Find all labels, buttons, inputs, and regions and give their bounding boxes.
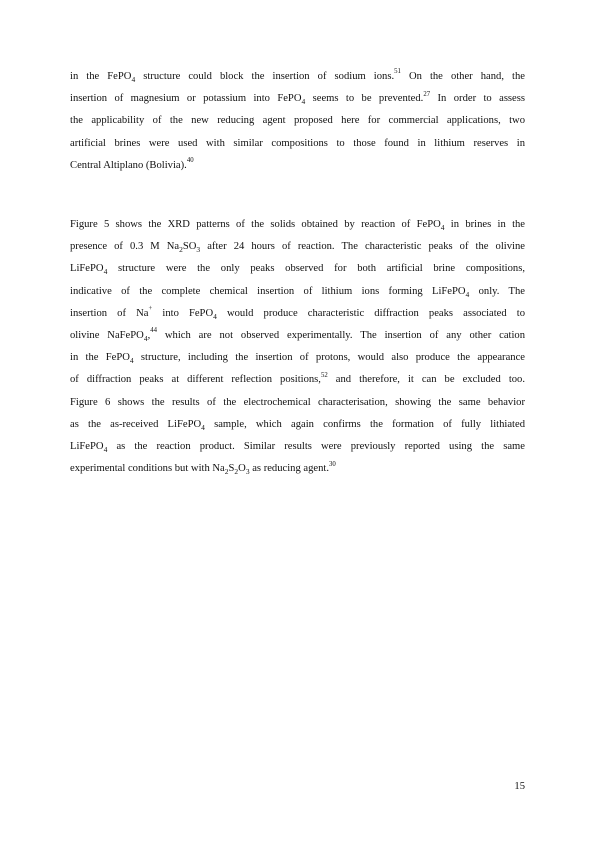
superscript: 40 — [186, 157, 194, 165]
text-run: presence of 0.3 M Na — [70, 241, 180, 253]
text-run: and therefore, it can be excluded too. — [327, 374, 526, 386]
subscript: 4 — [213, 311, 217, 321]
text-run: as the as-received LiFePO — [70, 418, 202, 430]
text-run: of diffraction peaks at different reflection positions, — [70, 374, 321, 386]
subscript: 3 — [196, 245, 201, 255]
text-run: insertion of Na — [70, 307, 149, 319]
text-line — [70, 303, 525, 325]
subscript: 4 — [103, 445, 108, 455]
superscript: 44 — [150, 327, 158, 335]
text-run: LiFePO — [70, 441, 104, 453]
superscript: 51 — [394, 68, 401, 76]
text-run: Figure 5 shows the XRD patterns of the solids obtained by reaction of FePO — [70, 219, 441, 230]
subscript: 3 — [245, 467, 250, 477]
page-number: 15 — [514, 781, 525, 792]
subscript: 4 — [301, 97, 306, 107]
text-line — [70, 392, 525, 414]
subscript: 4 — [465, 289, 470, 299]
text-run: SO — [182, 241, 197, 253]
text-line — [70, 133, 525, 155]
text-run: after 24 hours of reaction. The characteristic peaks of the olivine — [200, 241, 525, 253]
text-line — [70, 110, 525, 132]
text-line — [70, 414, 525, 436]
text-run: S — [228, 463, 235, 475]
subscript: 4 — [129, 356, 134, 366]
text-run: would produce characteristic diffraction peaks associated to — [216, 307, 525, 319]
subscript: 4 — [143, 334, 148, 344]
text-run: Figure 6 shows the results of the electrochemical characterisation, showing the same behavior — [70, 396, 525, 408]
subscript: 4 — [201, 422, 205, 432]
text-run: structure could block the insertion of sodium ions. — [135, 71, 395, 82]
text-line — [70, 281, 525, 303]
text-run: On the other hand, the — [400, 71, 525, 82]
text-run: structure were the only peaks observed for both artificial brine compositions, — [107, 263, 525, 275]
text-run: in the FePO — [70, 71, 132, 82]
text-line — [70, 436, 525, 458]
text-run: insertion of magnesium or potassium into FePO — [70, 93, 302, 105]
text-run: which are not observed experimentally. The insertion of any other cation — [157, 330, 526, 342]
text-run: sample, which again confirms the formation of fully lithiated — [204, 418, 525, 430]
subscript: 4 — [131, 75, 136, 85]
superscript: + — [148, 305, 153, 313]
text-run: the applicability of the new reducing agent proposed here for commercial applications, two — [70, 115, 525, 127]
subscript: 2 — [179, 245, 183, 255]
subscript: 4 — [103, 267, 108, 277]
text-run: LiFePO — [70, 263, 104, 275]
text-run: O — [238, 463, 246, 475]
text-line — [70, 369, 525, 391]
paragraph-1 — [70, 66, 525, 177]
subscript: 2 — [234, 467, 239, 477]
subscript: 2 — [224, 467, 229, 477]
text-run: experimental conditions but with Na — [70, 463, 225, 475]
subscript: 4 — [440, 223, 445, 233]
text-run: artificial brines were used with similar compositions to those found in lithium reserves in — [70, 137, 525, 149]
text-line — [70, 88, 525, 110]
text-run: in brines in the — [444, 219, 526, 230]
text-line — [70, 236, 525, 258]
text-run: as reducing agent. — [249, 463, 330, 475]
text-line — [70, 347, 525, 369]
superscript: 30 — [329, 460, 336, 468]
paragraph-2 — [70, 214, 525, 480]
text-line — [70, 66, 525, 88]
text-run: structure, including the insertion of protons, would also produce the appearance — [133, 352, 525, 364]
text-run: into FePO — [152, 307, 214, 319]
text-run: , — [147, 330, 151, 342]
text-run: In order to assess — [430, 93, 526, 105]
superscript: 52 — [320, 371, 328, 379]
text-run: olivine NaFePO — [70, 330, 144, 342]
text-line — [70, 155, 525, 177]
text-line — [70, 258, 525, 280]
text-line — [70, 458, 525, 480]
text-run: Central Altiplano (Bolivia). — [70, 159, 187, 171]
text-run: as the reaction product. Similar results were previously reported using the same — [107, 441, 525, 453]
text-run: in the FePO — [70, 352, 130, 364]
text-run: indicative of the complete chemical insertion of lithium ions forming LiFePO — [70, 285, 466, 297]
text-run: seems to be prevented. — [305, 93, 424, 105]
text-run: only. The — [469, 285, 525, 297]
text-line — [70, 214, 525, 236]
superscript: 27 — [423, 90, 431, 98]
text-line — [70, 325, 525, 347]
